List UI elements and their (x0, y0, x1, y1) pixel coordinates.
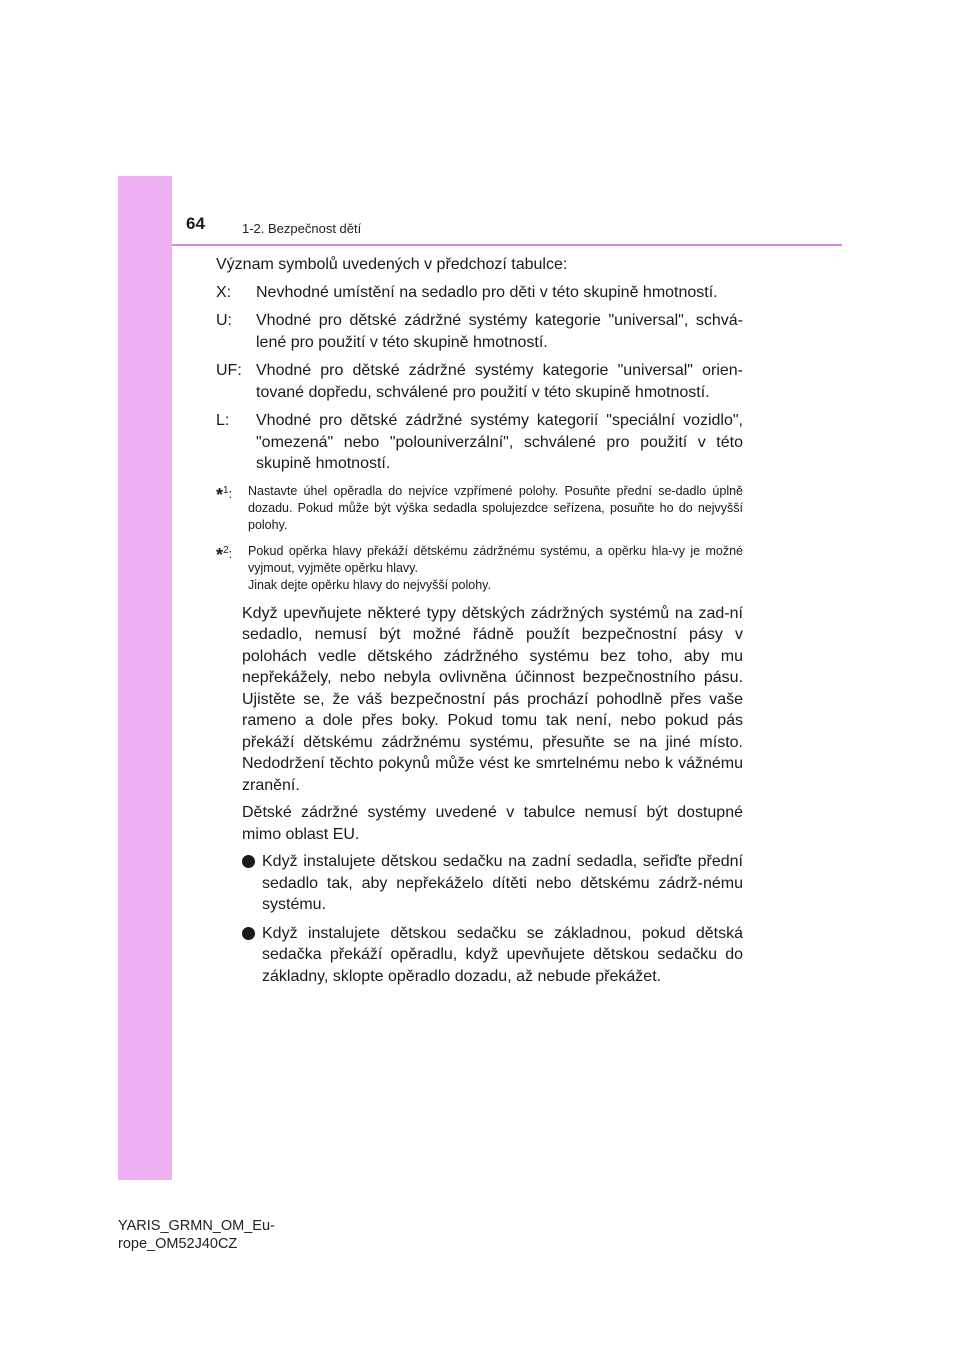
footnote-marker: *$^1$: (216, 484, 233, 505)
definition-key: X: (216, 283, 232, 301)
footer-line: YARIS_GRMN_OM_Eu- (118, 1218, 275, 1234)
page-content (216, 254, 743, 994)
footnote-2 (216, 543, 743, 594)
document-footer (118, 1217, 275, 1253)
bullet-item (242, 851, 743, 916)
definition-text: Vhodné pro dětské zádržné systémy kategorie "universal" orien-tované dopředu, schválené pro použití v této skupině hmotností. (256, 362, 743, 401)
bullet-text: Když instalujete dětskou sedačku se základnou, pokud dětská sedačka překáží opěradlu, když upevňujete dětskou sedačku do základny, sklopte opěradlo dozadu, až nebude překážet. (262, 924, 743, 985)
bullet-item (242, 923, 743, 988)
footnote-1 (216, 483, 743, 534)
definition-item (216, 282, 743, 304)
symbols-intro: Význam symbolů uvedených v předchozí tabulce: (216, 256, 568, 273)
footnote-text: Jinak dejte opěrku hlavy do nejvyšší polohy. (248, 577, 491, 592)
page-number: 64 (186, 214, 205, 233)
definition-item (216, 310, 743, 353)
paragraph: Když upevňujete některé typy dětských zádržných systémů na zad-ní sedadlo, nemusí být možné řádně použít bezpečnostní pásy v polohách vedle dětského zádržného systému bez toho, aby mu nepřekážely, nebo nebyla ovlivněna účinnost bezpečnostního pásu. Ujistěte se, že váš bezpečnostní pás prochází pohodlně přes vaše rameno a dole přes boky. Pokud tomu tak není, nebo pokud pás překáží dětskému zádržnému systému, přesuňte se na jiné místo. Nedodržení těchto pokynů může vést ke smrtelnému nebo k vážnému zranění. (242, 604, 743, 794)
footnote-text: Pokud opěrka hlavy překáží dětskému zádržnému systému, a opěrku hla-vy je možné vyjmout, vyjměte opěrku hlavy. (248, 543, 743, 575)
footnote-marker: *$^2$: (216, 544, 233, 565)
footer-line: rope_OM52J40CZ (118, 1236, 238, 1252)
definition-text: Vhodné pro dětské zádržné systémy kategorií "speciální vozidlo", "omezená" nebo "polouniverzální", schválené pro použití v této skupině hmotností. (256, 412, 743, 472)
definition-key: L: (216, 412, 230, 429)
footnote-text: Nastavte úhel opěradla do nejvíce vzpřímené polohy. Posuňte přední se-dadlo úplně dozadu. Pokud může být výška sedadla spolujezdce seřízena, posuňte ho do nejvyšší polohy. (248, 483, 743, 532)
body-text (216, 603, 743, 988)
definition-text: Nevhodné umístění na sedadlo pro děti v této skupině hmotností. (256, 283, 718, 301)
bullet-list (242, 851, 743, 987)
definition-key: UF: (216, 362, 242, 379)
footnotes (216, 483, 743, 594)
paragraph: Dětské zádržné systémy uvedené v tabulce nemusí být dostupné mimo oblast EU. (242, 804, 743, 843)
definition-key: U: (216, 312, 232, 329)
definition-item (216, 410, 743, 475)
definition-text: Vhodné pro dětské zádržné systémy kategorie "universal", schvá-lené pro použití v této skupině hmotností. (256, 312, 743, 351)
side-tab (118, 176, 172, 1180)
bullet-icon (242, 927, 255, 940)
header-divider (172, 244, 842, 246)
section-title: 1-2. Bezpečnost dětí (242, 221, 362, 236)
symbol-definitions (216, 282, 743, 475)
definition-item (216, 360, 743, 403)
bullet-text: Když instalujete dětskou sedačku na zadní sedadla, seřiďte přední sedadlo tak, aby nepřekáželo dítěti nebo dětskému zádrž-nému systému. (262, 853, 743, 913)
bullet-icon (242, 855, 255, 868)
